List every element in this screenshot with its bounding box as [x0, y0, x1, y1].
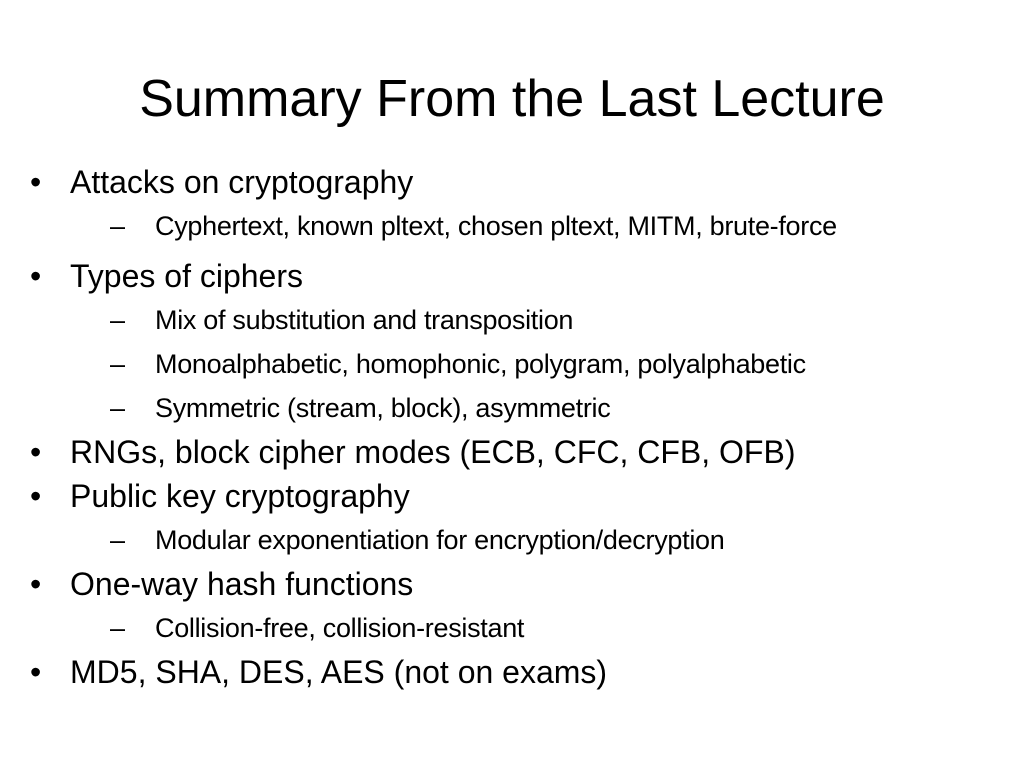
sub-item: [110, 386, 1020, 430]
sub-item: [110, 606, 1020, 650]
bullet-icon: •: [30, 654, 42, 690]
sub-item-text: Modular exponentiation for encryption/decryption: [155, 525, 725, 555]
sub-item-text: Monoalphabetic, homophonic, polygram, polyalphabetic: [155, 349, 806, 379]
bullet-item: [30, 160, 1020, 248]
bullet-icon: •: [30, 434, 42, 470]
dash-icon: –: [110, 525, 125, 555]
bullet-item: [30, 254, 1020, 430]
sub-item-text: Cyphertext, known pltext, chosen pltext, MITM, brute-force: [155, 211, 837, 241]
dash-icon: –: [110, 613, 125, 643]
bullet-text: Attacks on cryptography: [70, 164, 414, 200]
bullet-text: Types of ciphers: [70, 258, 303, 294]
bullet-text: One-way hash functions: [70, 566, 414, 602]
bullet-item: [30, 474, 1020, 562]
sub-item: [110, 204, 1020, 248]
bullet-item: [30, 650, 1020, 694]
bullet-text: RNGs, block cipher modes (ECB, CFC, CFB, OFB): [70, 434, 796, 470]
sub-list: [70, 298, 1020, 430]
bullet-item: [30, 562, 1020, 650]
bullet-icon: •: [30, 566, 42, 602]
sub-list: [70, 518, 1020, 562]
sub-item: [110, 342, 1020, 386]
sub-item-text: Collision-free, collision-resistant: [155, 613, 525, 643]
sub-item: [110, 298, 1020, 342]
dash-icon: –: [110, 393, 125, 423]
dash-icon: –: [110, 305, 125, 335]
bullet-text: MD5, SHA, DES, AES (not on exams): [70, 654, 608, 690]
bullet-icon: •: [30, 164, 42, 200]
sub-list: [70, 204, 1020, 248]
dash-icon: –: [110, 349, 125, 379]
sub-item: [110, 518, 1020, 562]
bullet-item: [30, 430, 1020, 474]
bullet-icon: •: [30, 478, 42, 514]
bullet-text: Public key cryptography: [70, 478, 410, 514]
dash-icon: –: [110, 211, 125, 241]
sub-item-text: Mix of substitution and transposition: [155, 305, 574, 335]
bullet-list: [30, 160, 1020, 694]
sub-list: [70, 606, 1020, 650]
bullet-icon: •: [30, 258, 42, 294]
slide-title: Summary From the Last Lecture: [139, 70, 885, 128]
sub-item-text: Symmetric (stream, block), asymmetric: [155, 393, 611, 423]
